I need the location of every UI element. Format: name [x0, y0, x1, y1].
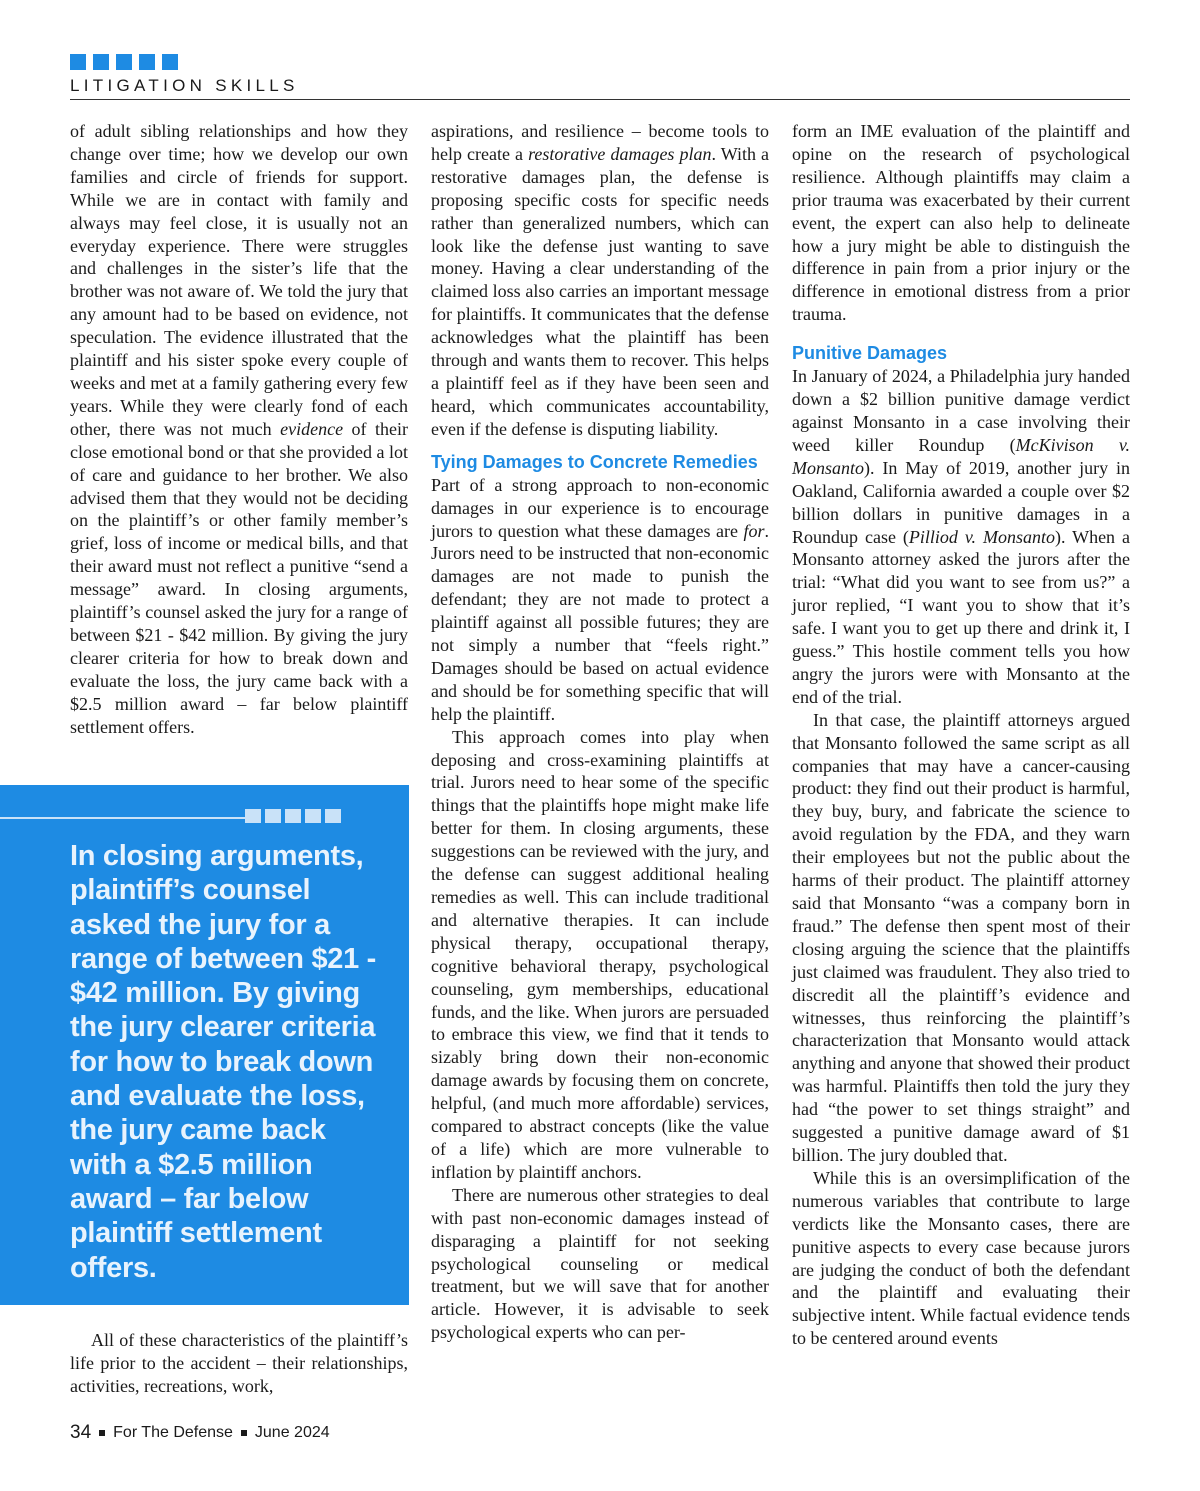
footer-bullet [241, 1430, 247, 1436]
page-footer [70, 1422, 330, 1444]
header-squares [70, 54, 1130, 70]
col1-paragraph-2: All of these characteristics of the plaintiff’s life prior to the accident – their relationships, activities, recreations, work, [70, 1330, 408, 1396]
publication-name: For The Defense [113, 1424, 233, 1441]
col2-paragraph-4: There are numerous other strategies to deal with past non-economic damages instead of disparaging a plaintiff for not seeking psychological counseling or medical treatment, but we will save that for another article. However, it is advisable to seek psychological experts who can per- [431, 1184, 769, 1343]
col3-paragraph-2: In January of 2024, a Philadelphia jury handed down a $2 billion punitive damage verdict against Monsanto in a case involving their weed killer Roundup (McKivison v. Monsanto). In May of 2019, another jury in Oakland, California awarded a couple over $2 billion dollars in punitive damages in a Roundup case (Pilliod v. Monsanto). When a Monsanto attorney asked the jurors after the trial: “What did you want to see from us?” a juror replied, “I want you to show that it’s safe. I want you to get up there and drink it, I guess.” This hostile comment tells you how angry the jurors were with Monsanto at the end of the trial. [792, 366, 1131, 707]
col3-paragraph-1: form an IME evaluation of the plaintiff and opine on the research of psychological resilience. Although plaintiffs may claim a prior trauma was exacerbated by their current event, the expert can also help to delineate how a jury might be able to distinguish the difference in pain from a prior injury or the difference in emotional distress from a prior trauma. [792, 121, 1130, 325]
footer-bullet [99, 1430, 105, 1436]
pull-quote-text: In closing arguments, plaintiff’s counsel asked the jury for a range of between $21 - $42 million. By giving the jury clearer criteria for how to break down and evaluate the loss, the jury came back with a $2.5 million award – far below plaintiff settlement offers. [70, 840, 377, 1284]
pull-quote-rule [0, 817, 250, 819]
col2-paragraph-3: This approach comes into play when deposing and cross-examining plaintiffs at trial. Jurors need to hear some of the specific things that the plaintiffs hope might make life better for them. In closing arguments, these suggestions can be reviewed with the jury, and the defense can suggest additional healing remedies as well. This can include traditional and alternative therapies. It can include physical therapy, occupational therapy, cognitive behavioral therapy, psychological counseling, gym memberships, educational funds, and the like. When jurors are persuaded to embrace this view, we find that it tends to sizably bring down their non-economic damage awards by focusing them on concrete, helpful, (and much more affordable) services, compared to abstract concepts (like the value of a life) which are more vulnerable to inflation by plaintiff anchors. [431, 726, 769, 1182]
col3-paragraph-3: In that case, the plaintiff attorneys argued that Monsanto followed the same script as all companies that may have a cancer-causing product: they find out their product is harmful, they buy, bury, and fabricate the science to avoid regulation by the FDA, and they warn their employees but not the public about the harms of their product. The plaintiff attorney said that Monsanto “was a company born in fraud.” The defense then spent most of their closing arguing the science that the plaintiffs just claimed was fraudulent. They also tried to discredit all the plaintiff’s evidence and witnesses, thus reinforcing the plaintiff’s characterization that Monsanto would attack anything and anyone that showed their product was harmful. Plaintiffs then told the jury they had “the power to set things straight” and suggested a punitive damage award of $1 billion. The jury doubled that. [792, 709, 1130, 1165]
header-rule [70, 99, 1130, 100]
pull-quote-squares [245, 809, 341, 823]
section-title: LITIGATION SKILLS [70, 76, 299, 95]
col2-paragraph-2: Part of a strong approach to non-economic damages in our experience is to encourage jurors to question what these damages are for. Jurors need to be instructed that non-economic damages are not made to punish the defendant; they are not made to protect a plaintiff against all possible futures; they are not simply a number that “feels right.” Damages should be based on actual evidence and should be for something specific that will help the plaintiff. [431, 474, 769, 724]
subheading-tying-damages: Tying Damages to Concrete Remedies [431, 451, 758, 472]
column-2 [431, 120, 769, 1344]
column-1 [70, 120, 408, 738]
pull-quote [0, 785, 409, 1305]
page-header [70, 54, 1130, 100]
page-number: 34 [70, 1422, 92, 1443]
col1-paragraph-1: of adult sibling relationships and how they change over time; how we develop our own families and circle of friends for support. While we are in contact with family and always may feel close, it is usually not an everyday experience. There were struggles and challenges in the sister’s life that the brother was not aware of. We told the jury that any amount had to be based on evidence, not speculation. The evidence illustrated that the plaintiff and his sister spoke every couple of weeks and met at a family gathering every few years. While they were clearly fond of each other, there was not much evidence of their close emotional bond or that she provided a lot of care and guidance to her brother. We also advised them that they would not be deciding on the plaintiff’s or other family member’s grief, loss of income or medical bills, and that their award must not reflect a punitive “send a message” award. In closing arguments, plaintiff’s counsel asked the jury for a range of between $21 - $42 million. By giving the jury clearer criteria for how to break down and evaluate the loss, the jury came back with a $2.5 million award – far below plaintiff settlement offers. [70, 121, 408, 737]
column-3 [792, 120, 1130, 1350]
issue-date: June 2024 [254, 1424, 330, 1441]
col3-paragraph-4: While this is an oversimplification of the numerous variables that contribute to large verdicts like the Monsanto cases, there are punitive aspects to every case because jurors are judging the conduct of both the defendant and the plaintiff and evaluating their subjective intent. While factual evidence tends to be centered around events [792, 1167, 1130, 1349]
column-1-bottom [70, 1329, 408, 1398]
col2-paragraph-1: aspirations, and resilience – become tools to help create a restorative damages plan. With a restorative damages plan, the defense is proposing specific costs for specific needs rather than generalized numbers, which can look like the defense just wanting to save money. Having a clear understanding of the claimed loss also carries an important message for plaintiffs. It communicates that the defense acknowledges what the plaintiff has been through and wants them to recover. This helps a plaintiff feel as if they have been seen and heard, which communicates accountability, even if the defense is disputing liability. [431, 121, 770, 439]
subheading-punitive-damages: Punitive Damages [792, 343, 948, 364]
